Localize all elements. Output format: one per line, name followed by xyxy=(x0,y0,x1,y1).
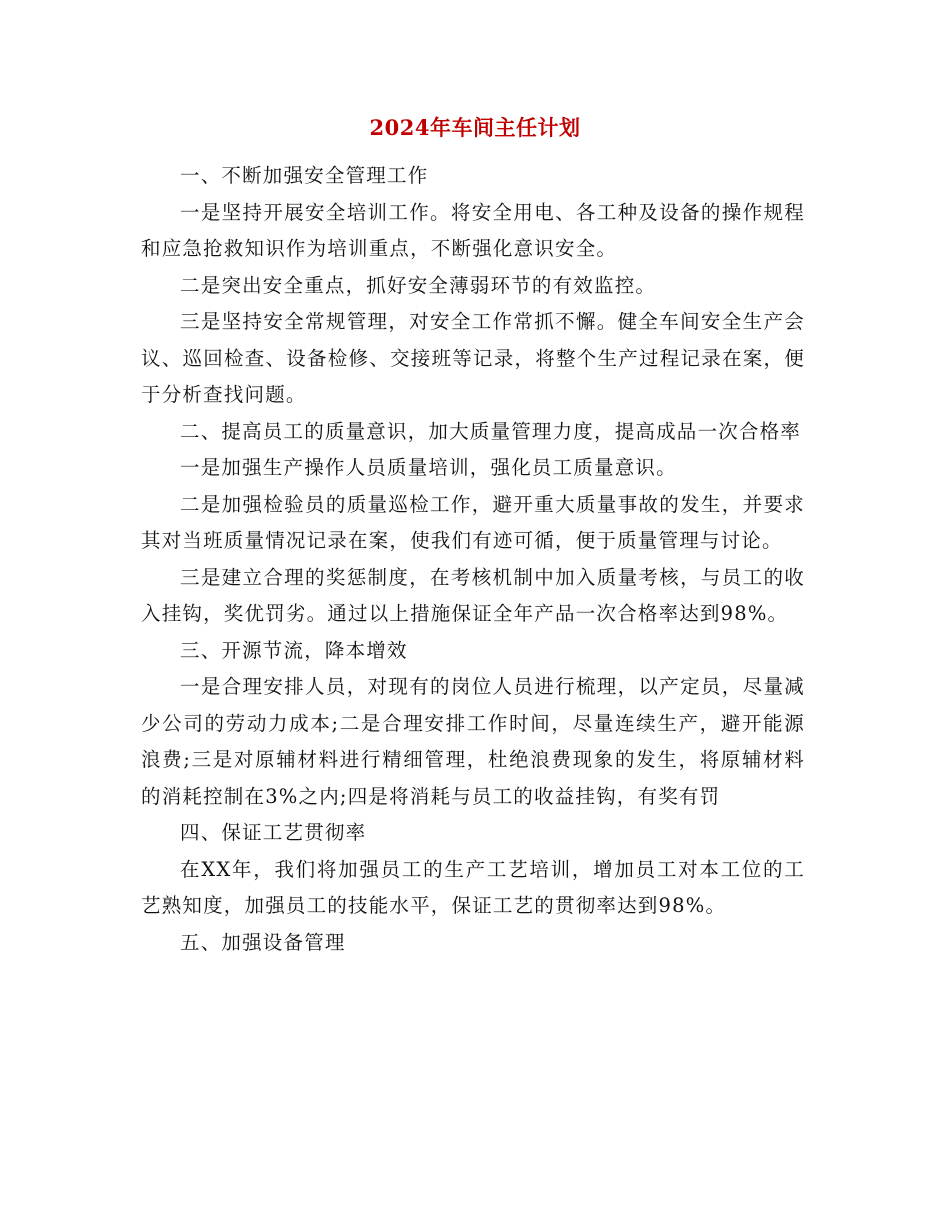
paragraph: 三是建立合理的奖惩制度，在考核机制中加入质量考核，与员工的收入挂钩，奖优罚劣。通过以上措施保证全年产品一次合格率达到98%。 xyxy=(141,565,805,625)
paragraph: 一是坚持开展安全培训工作。将安全用电、各工种及设备的操作规程和应急抢救知识作为培训重点，不断强化意识安全。 xyxy=(141,200,805,260)
paragraph: 一是合理安排人员，对现有的岗位人员进行梳理，以产定员，尽量减少公司的劳动力成本;二是合理安排工作时间，尽量连续生产，避开能源浪费;三是对原辅材料进行精细管理，杜绝浪费现象的发生，将原辅材料的消耗控制在3%之内;四是将消耗与员工的收益挂钩，有奖有罚 xyxy=(141,675,805,808)
paragraph: 在XX年，我们将加强员工的生产工艺培训，增加员工对本工位的工艺熟知度，加强员工的技能水平，保证工艺的贯彻率达到98%。 xyxy=(141,857,805,917)
section-heading-cost: 三、开源节流，降本增效 xyxy=(180,638,408,662)
section-heading-process: 四、保证工艺贯彻率 xyxy=(180,821,367,844)
paragraph: 二是加强检验员的质量巡检工作，避开重大质量事故的发生，并要求其对当班质量情况记录在案，使我们有迹可循，便于质量管理与讨论。 xyxy=(141,492,805,552)
paragraph: 二是突出安全重点，抓好安全薄弱环节的有效监控。 xyxy=(180,273,657,297)
paragraph: 一是加强生产操作人员质量培训，强化员工质量意识。 xyxy=(180,456,677,479)
document-body xyxy=(141,158,805,961)
section-heading-quality: 二、提高员工的质量意识，加大质量管理力度，提高成品一次合格率 xyxy=(180,419,802,443)
paragraph: 三是坚持安全常规管理，对安全工作常抓不懈。健全车间安全生产会议、巡回检查、设备检修、交接班等记录，将整个生产过程记录在案，便于分析查找问题。 xyxy=(141,310,805,406)
document-title: 2024年车间主任计划 xyxy=(369,115,581,140)
section-heading-equipment: 五、加强设备管理 xyxy=(180,930,346,954)
section-heading-safety: 一、不断加强安全管理工作 xyxy=(180,164,429,187)
